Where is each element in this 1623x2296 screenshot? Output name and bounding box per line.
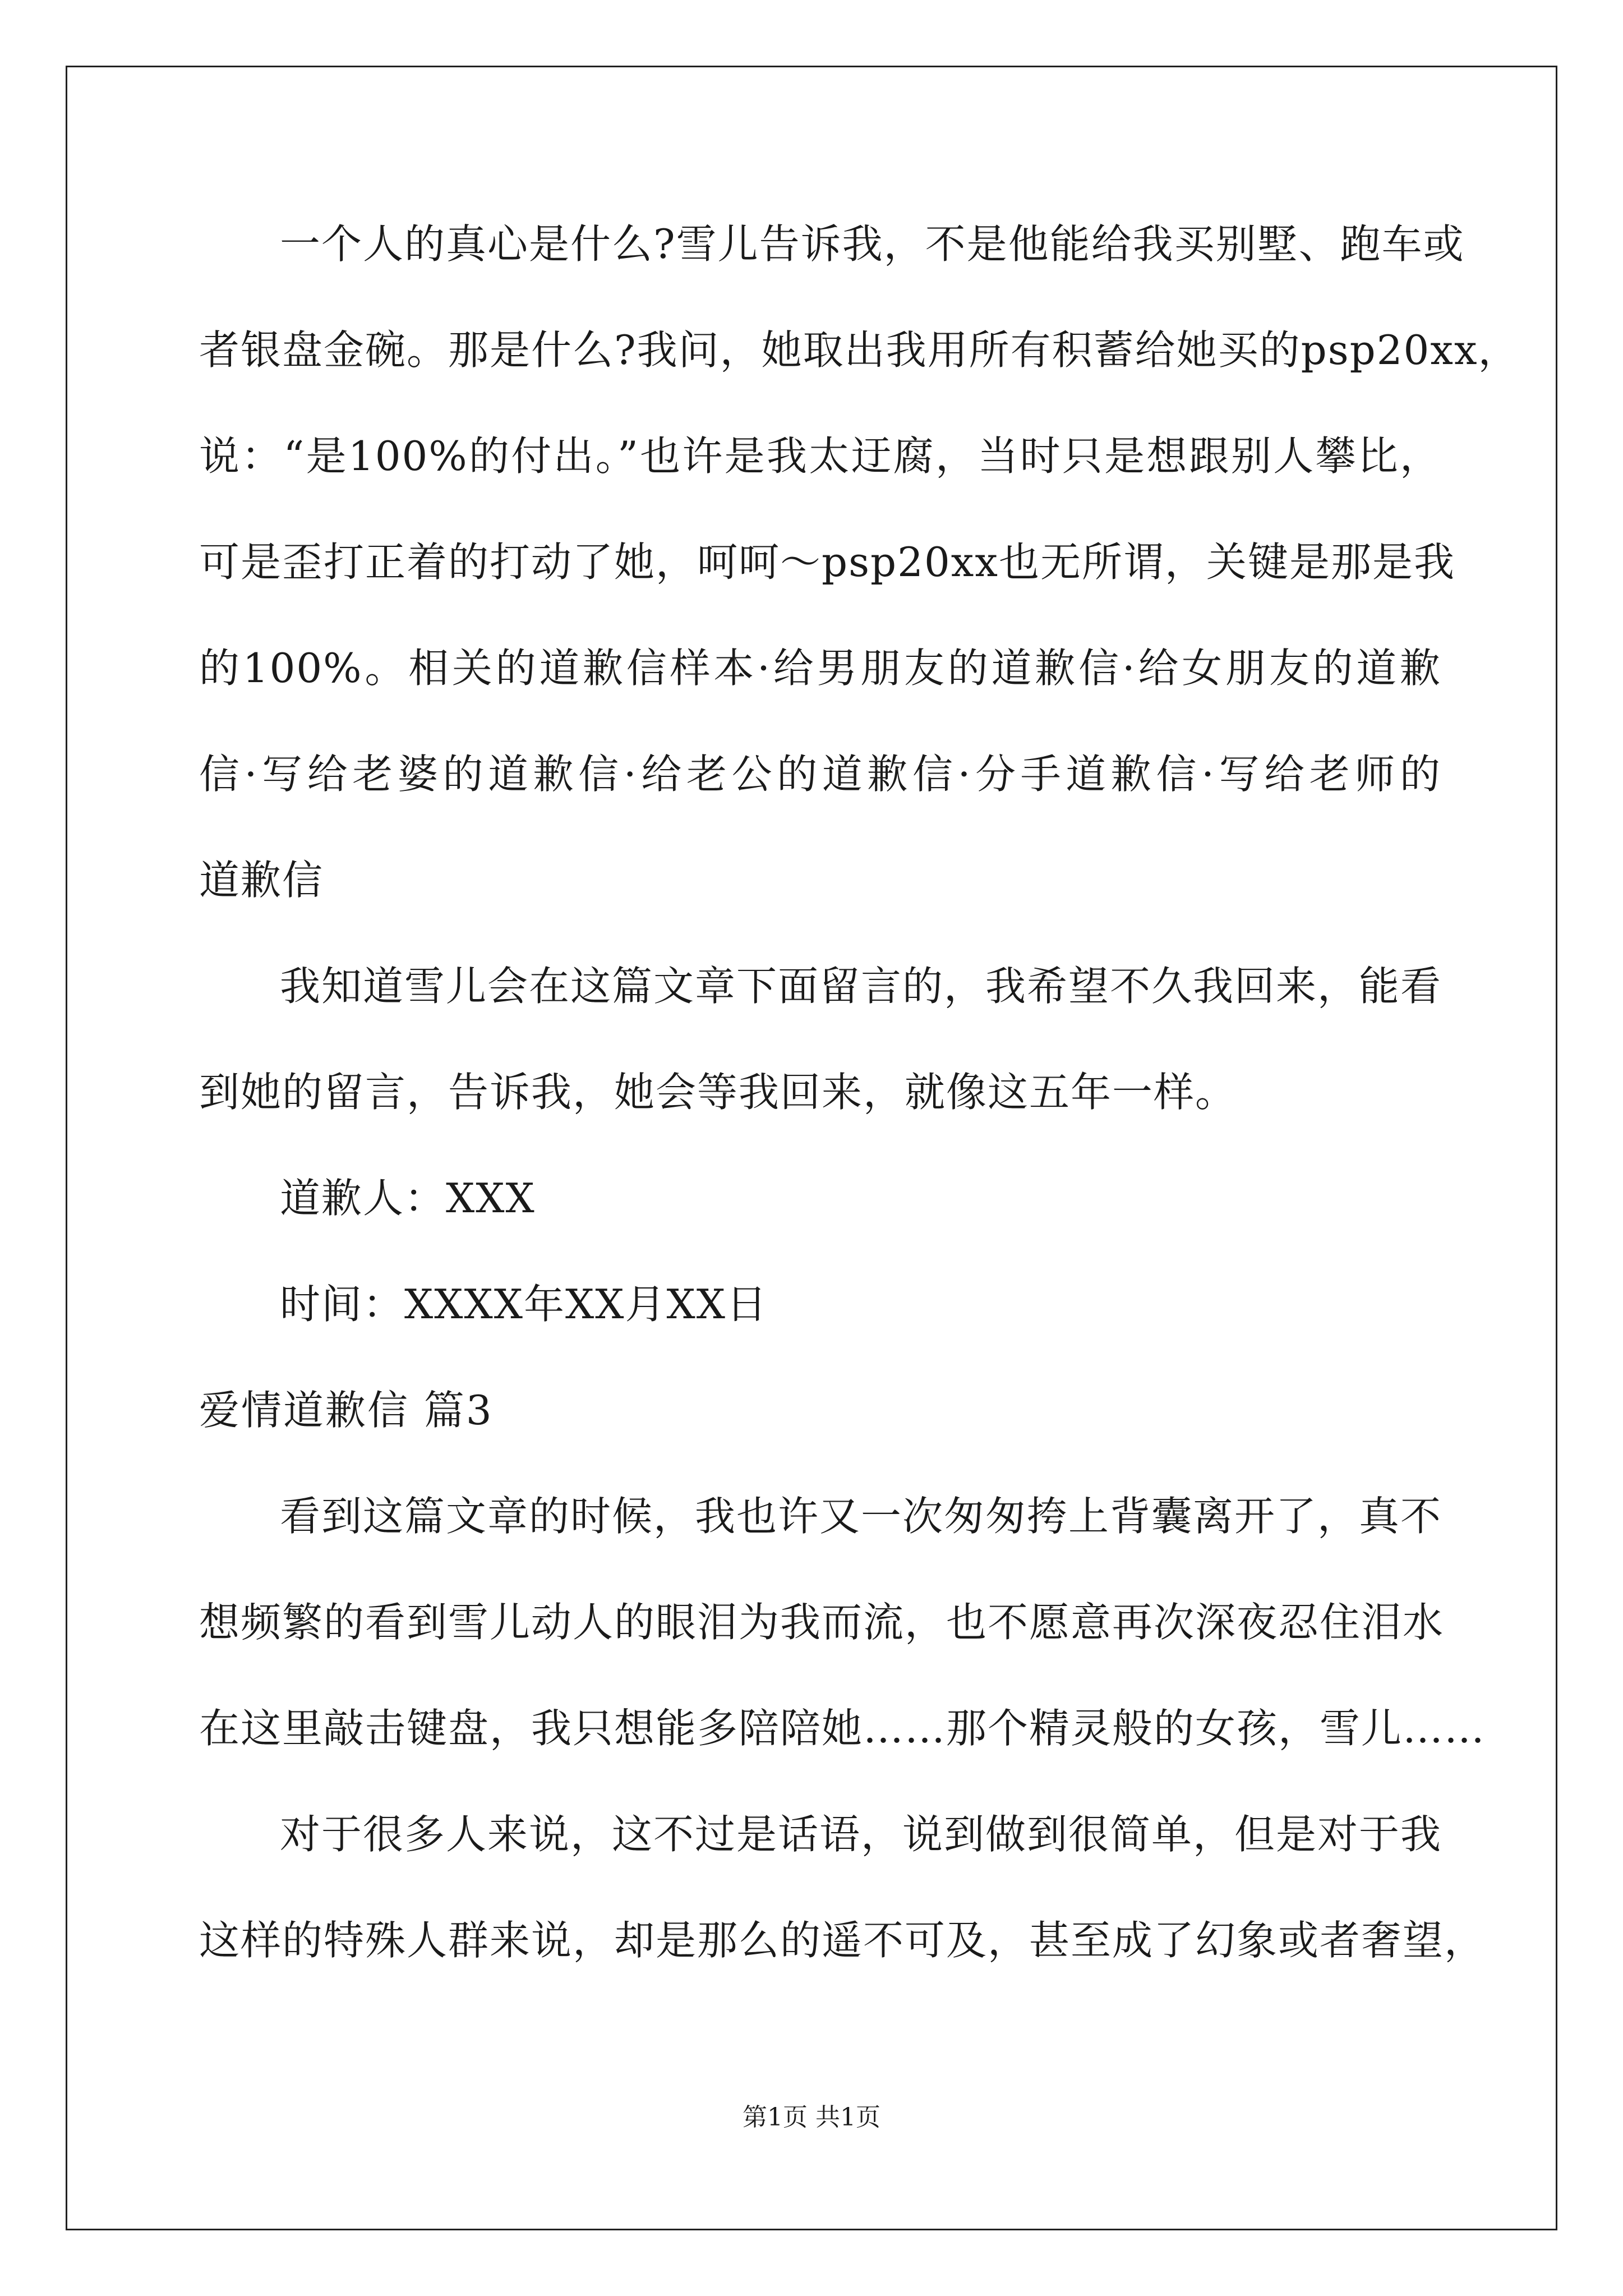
apologizer-line: 道歉人：XXX	[280, 1175, 536, 1222]
paragraph-line: 对于很多人来说，这不过是话语，说到做到很简单，但是对于我	[280, 1811, 1442, 1858]
page-border	[66, 66, 1557, 2230]
paragraph-line: 我知道雪儿会在这篇文章下面留言的，我希望不久我回来，能看	[280, 963, 1442, 1010]
paragraph-line: 道歉信	[199, 857, 324, 904]
paragraph-line: 到她的留言，告诉我，她会等我回来，就像这五年一样。	[199, 1069, 1237, 1116]
paragraph-line: 说：“是100%的付出。”也许是我太迂腐，当时只是想跟别人攀比，	[199, 432, 1441, 480]
paragraph-line: 一个人的真心是什么?雪儿告诉我，不是他能给我买别墅、跑车或	[280, 220, 1465, 268]
paragraph-line: 者银盘金碗。那是什么?我问，她取出我用所有积蓄给她买的psp20xx，	[199, 326, 1520, 374]
page-footer: 第1页 共1页	[743, 2103, 880, 2132]
paragraph-line: 在这里敲击键盘，我只想能多陪陪她……那个精灵般的女孩，雪儿……	[199, 1705, 1486, 1752]
paragraph-line: 看到这篇文章的时候，我也许又一次匆匆挎上背囊离开了，真不	[280, 1493, 1442, 1540]
paragraph-line: 的100%。相关的道歉信样本·给男朋友的道歉信·给女朋友的道歉	[199, 645, 1441, 692]
paragraph-line: 这样的特殊人群来说，却是那么的遥不可及，甚至成了幻象或者奢望，	[199, 1917, 1486, 1964]
paragraph-line: 想频繁的看到雪儿动人的眼泪为我而流，也不愿意再次深夜忍住泪水	[199, 1599, 1445, 1646]
paragraph-line: 可是歪打正着的打动了她，呵呵～psp20xx也无所谓，关键是那是我	[199, 539, 1455, 586]
section-heading: 爱情道歉信 篇3	[199, 1387, 494, 1434]
date-line: 时间：XXXX年XX月XX日	[280, 1281, 768, 1328]
paragraph-line: 信·写给老婆的道歉信·给老公的道歉信·分手道歉信·写给老师的	[199, 751, 1441, 798]
